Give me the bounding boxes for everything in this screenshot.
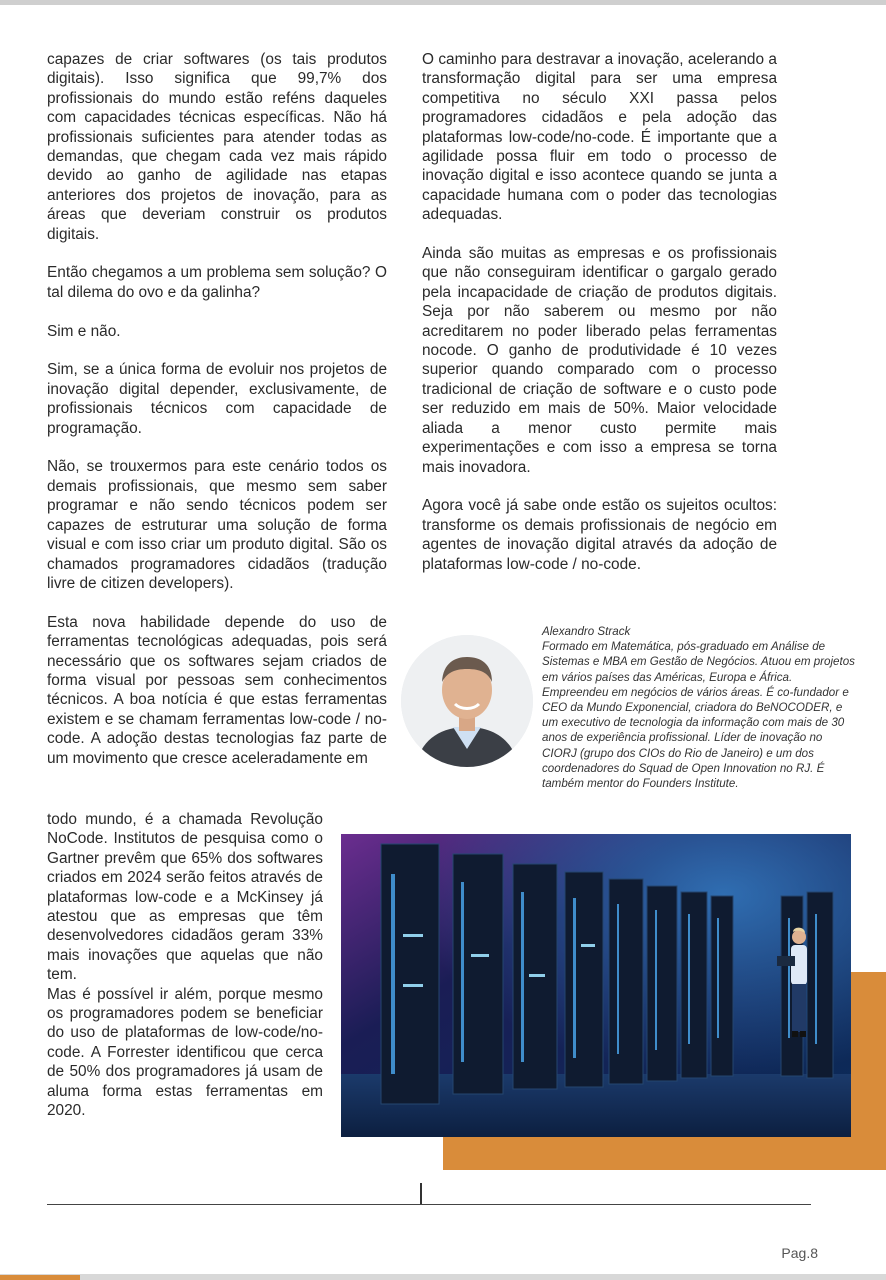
paragraph: Mas é possível ir além, porque mesmo os programadores podem se beneficiar do uso de plataformas de low-code/no-code. A Forrester identificou que cerca de 50% dos programadores já usam de aluma forma estas ferramentas em 2020. <box>47 985 323 1120</box>
paragraph: capazes de criar softwares (os tais produtos digitais). Isso significa que 99,7% dos profissionais do mundo estão reféns daqueles com capacidades técnicas específicas. Não há profissionais suficientes para atender todas as demandas, que chegam cada vez mais rápido devido ao ganho de agilidade nas etapas anteriores dos projetos de inovação, para as áreas que deveriam construir os produtos digitais. <box>47 51 387 243</box>
paragraph: Sim e não. <box>47 322 121 340</box>
author-photo <box>401 635 533 767</box>
paragraph: Agora você já sabe onde estão os sujeitos ocultos: transforme os demais profissionais de negócio em agentes de inovação digital através da adoção de plataformas low-code / no-code. <box>422 497 777 573</box>
paragraph: Sim, se a única forma de evoluir nos projetos de inovação digital depender, exclusivamente, de profissionais técnicos com capacidade de programação. <box>47 361 387 437</box>
bottom-border <box>0 1274 886 1280</box>
author-description: Formado em Matemática, pós-graduado em Análise de Sistemas e MBA em Gestão de Negócios. Atuou em projetos em vários países das Américas, Europa e África. Empreendeu em negócios de vários áreas. É co-fundador e CEO da Mundo Exponencial, criadora do BeNOCODER, e um executivo de tecnologia da informação com mais de 30 anos de experiência profissional. Líder de inovação no CIORJ (grupo dos CIOs do Rio de Janeiro) e um dos coordenadores do Squad de Open Innovation no RJ. É também mentor do Founders Institute. <box>542 640 855 791</box>
paragraph: todo mundo, é a chamada Revolução NoCode. Institutos de pesquisa como o Gartner prevêm que 65% dos softwares criados em 2024 serão feitos através de plataformas low-code e a McKinsey já atestou que as empresas que têm desenvolvedores cidadãos geram 33% mais inovações que aquelas que não tem. <box>47 811 323 984</box>
author-name: Alexandro Strack <box>542 625 631 638</box>
paragraph: Não, se trouxermos para este cenário todos os demais profissionais, que mesmo sem saber programar e não sendo técnicos podem ser capazes de estruturar uma solução de forma visual e com isso criar um produto digital. São os chamados programadores cidadãos (tradução livre de citizen developers). <box>47 458 387 592</box>
paragraph: Então chegamos a um problema sem solução? O tal dilema do ovo e da galinha? <box>47 264 387 301</box>
author-bio <box>542 624 857 791</box>
datacenter-image <box>341 834 851 1137</box>
article-column-right <box>422 50 777 574</box>
paragraph: O caminho para destravar a inovação, acelerando a transformação digital para ser uma empresa competitiva no século XXI passa pelos programadores cidadãos e pela adoção das plataformas low-code/no-code. É importante que a agilidade possa fluir em todo o processo de inovação digital e isso acontece quando se junta a capacidade humana com o poder das tecnologias adequadas. <box>422 51 777 224</box>
page-number: Pag.8 <box>781 1245 818 1261</box>
article-column-left-narrow <box>47 810 323 1121</box>
footer-marker <box>420 1183 422 1205</box>
paragraph: Ainda são muitas as empresas e os profissionais que não conseguiram identificar o gargalo gerado pela incapacidade de criação de produtos digitais. Seja por não saberem ou mesmo por não acreditarem no poder liberado pelas ferramentas nocode. O ganho de produtividade é 10 vezes superior quando comparado com o processo tradicional de criação de software e o custo pode ser reduzido em mais de 50%. Maior velocidade aliada a menor custo permite mais experimentações e com isso a empresa se torna mais inovadora. <box>422 245 777 476</box>
datacenter-illustration-icon <box>341 834 851 1137</box>
article-column-left <box>47 50 387 768</box>
footer-divider <box>47 1204 811 1205</box>
paragraph: Esta nova habilidade depende do uso de ferramentas tecnológicas adequadas, pois será necessário que os softwares sejam criados de forma visual por pessoas sem conhecimentos técnicos. A boa notícia é que estas ferramentas existem e se chamam ferramentas low-code / no-code. A adoção destas tecnologias faz parte de um movimento que cresce aceleradamente em <box>47 613 387 767</box>
top-border <box>0 0 886 5</box>
bottom-accent <box>0 1275 80 1280</box>
author-portrait-icon <box>401 635 533 767</box>
